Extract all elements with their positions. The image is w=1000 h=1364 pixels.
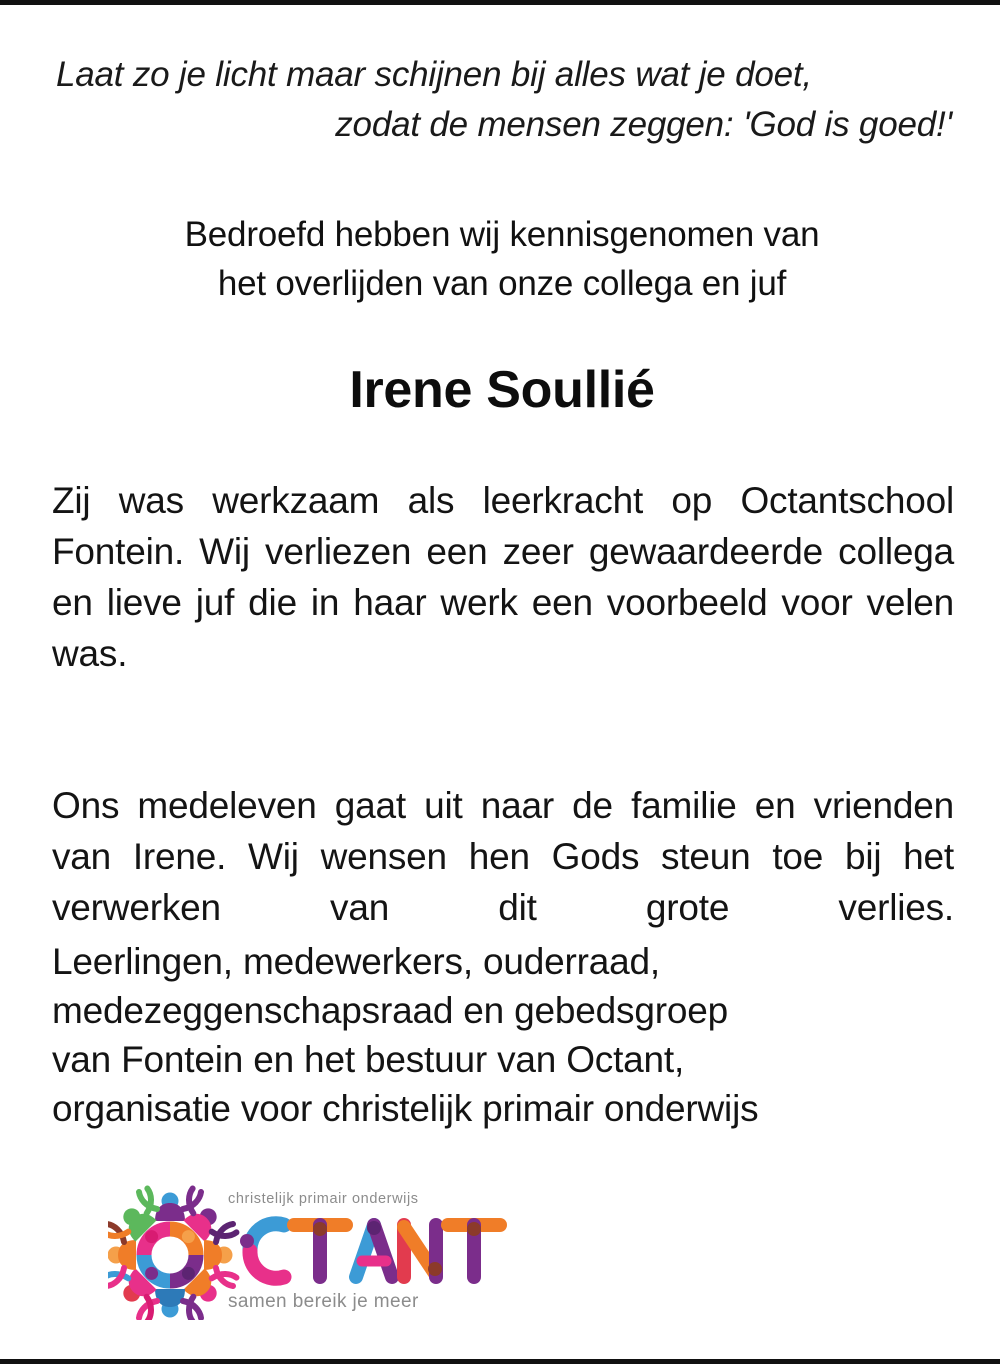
deceased-name: Irene Soullié — [349, 361, 655, 419]
octant-logo-svg — [108, 1185, 508, 1320]
quote-line-2: zodat de mensen zeggen: 'God is goed!' — [335, 105, 952, 144]
intro-line-1: Bedroefd hebben wij kennisgenomen van — [184, 215, 820, 254]
signature-line-2: medezeggenschapsraad en gebedsgroep — [52, 990, 728, 1031]
octant-logo — [108, 1185, 508, 1320]
logo-tagline-top: christelijk primair onderwijs — [228, 1191, 419, 1207]
signature-line-1: Leerlingen, medewerkers, ouderraad, — [52, 941, 660, 982]
signature-line-3: van Fontein en het bestuur van Octant, — [52, 1039, 685, 1080]
signature-block — [52, 937, 952, 1133]
body-paragraph-1: Zij was werkzaam als leerkracht op Octantschool Fontein. Wij verliezen een zeer gewaardeerde collega en lieve juf die in haar werk een voorbeeld voor velen was. — [52, 480, 954, 674]
body-text — [52, 475, 954, 984]
intro-text — [52, 210, 952, 308]
signature-line-4: organisatie voor christelijk primair onderwijs — [52, 1088, 759, 1129]
logo-tagline-bottom: samen bereik je meer — [228, 1291, 419, 1312]
quote-line-1: Laat zo je licht maar schijnen bij alles wat je doet, — [56, 55, 812, 94]
scripture-quote — [56, 50, 952, 150]
intro-line-2: het overlijden van onze collega en juf — [217, 264, 787, 303]
logo-wordmark-ctant — [240, 1221, 500, 1278]
body-paragraph-2: Ons medeleven gaat uit naar de familie en vrienden van Irene. Wij wensen hen Gods steun toe bij het verwerken van dit grote verlies. — [52, 785, 954, 928]
octant-people-ring-icon — [108, 1189, 236, 1320]
octant-o-ring-icon — [144, 1229, 196, 1281]
content-area — [52, 5, 952, 1359]
